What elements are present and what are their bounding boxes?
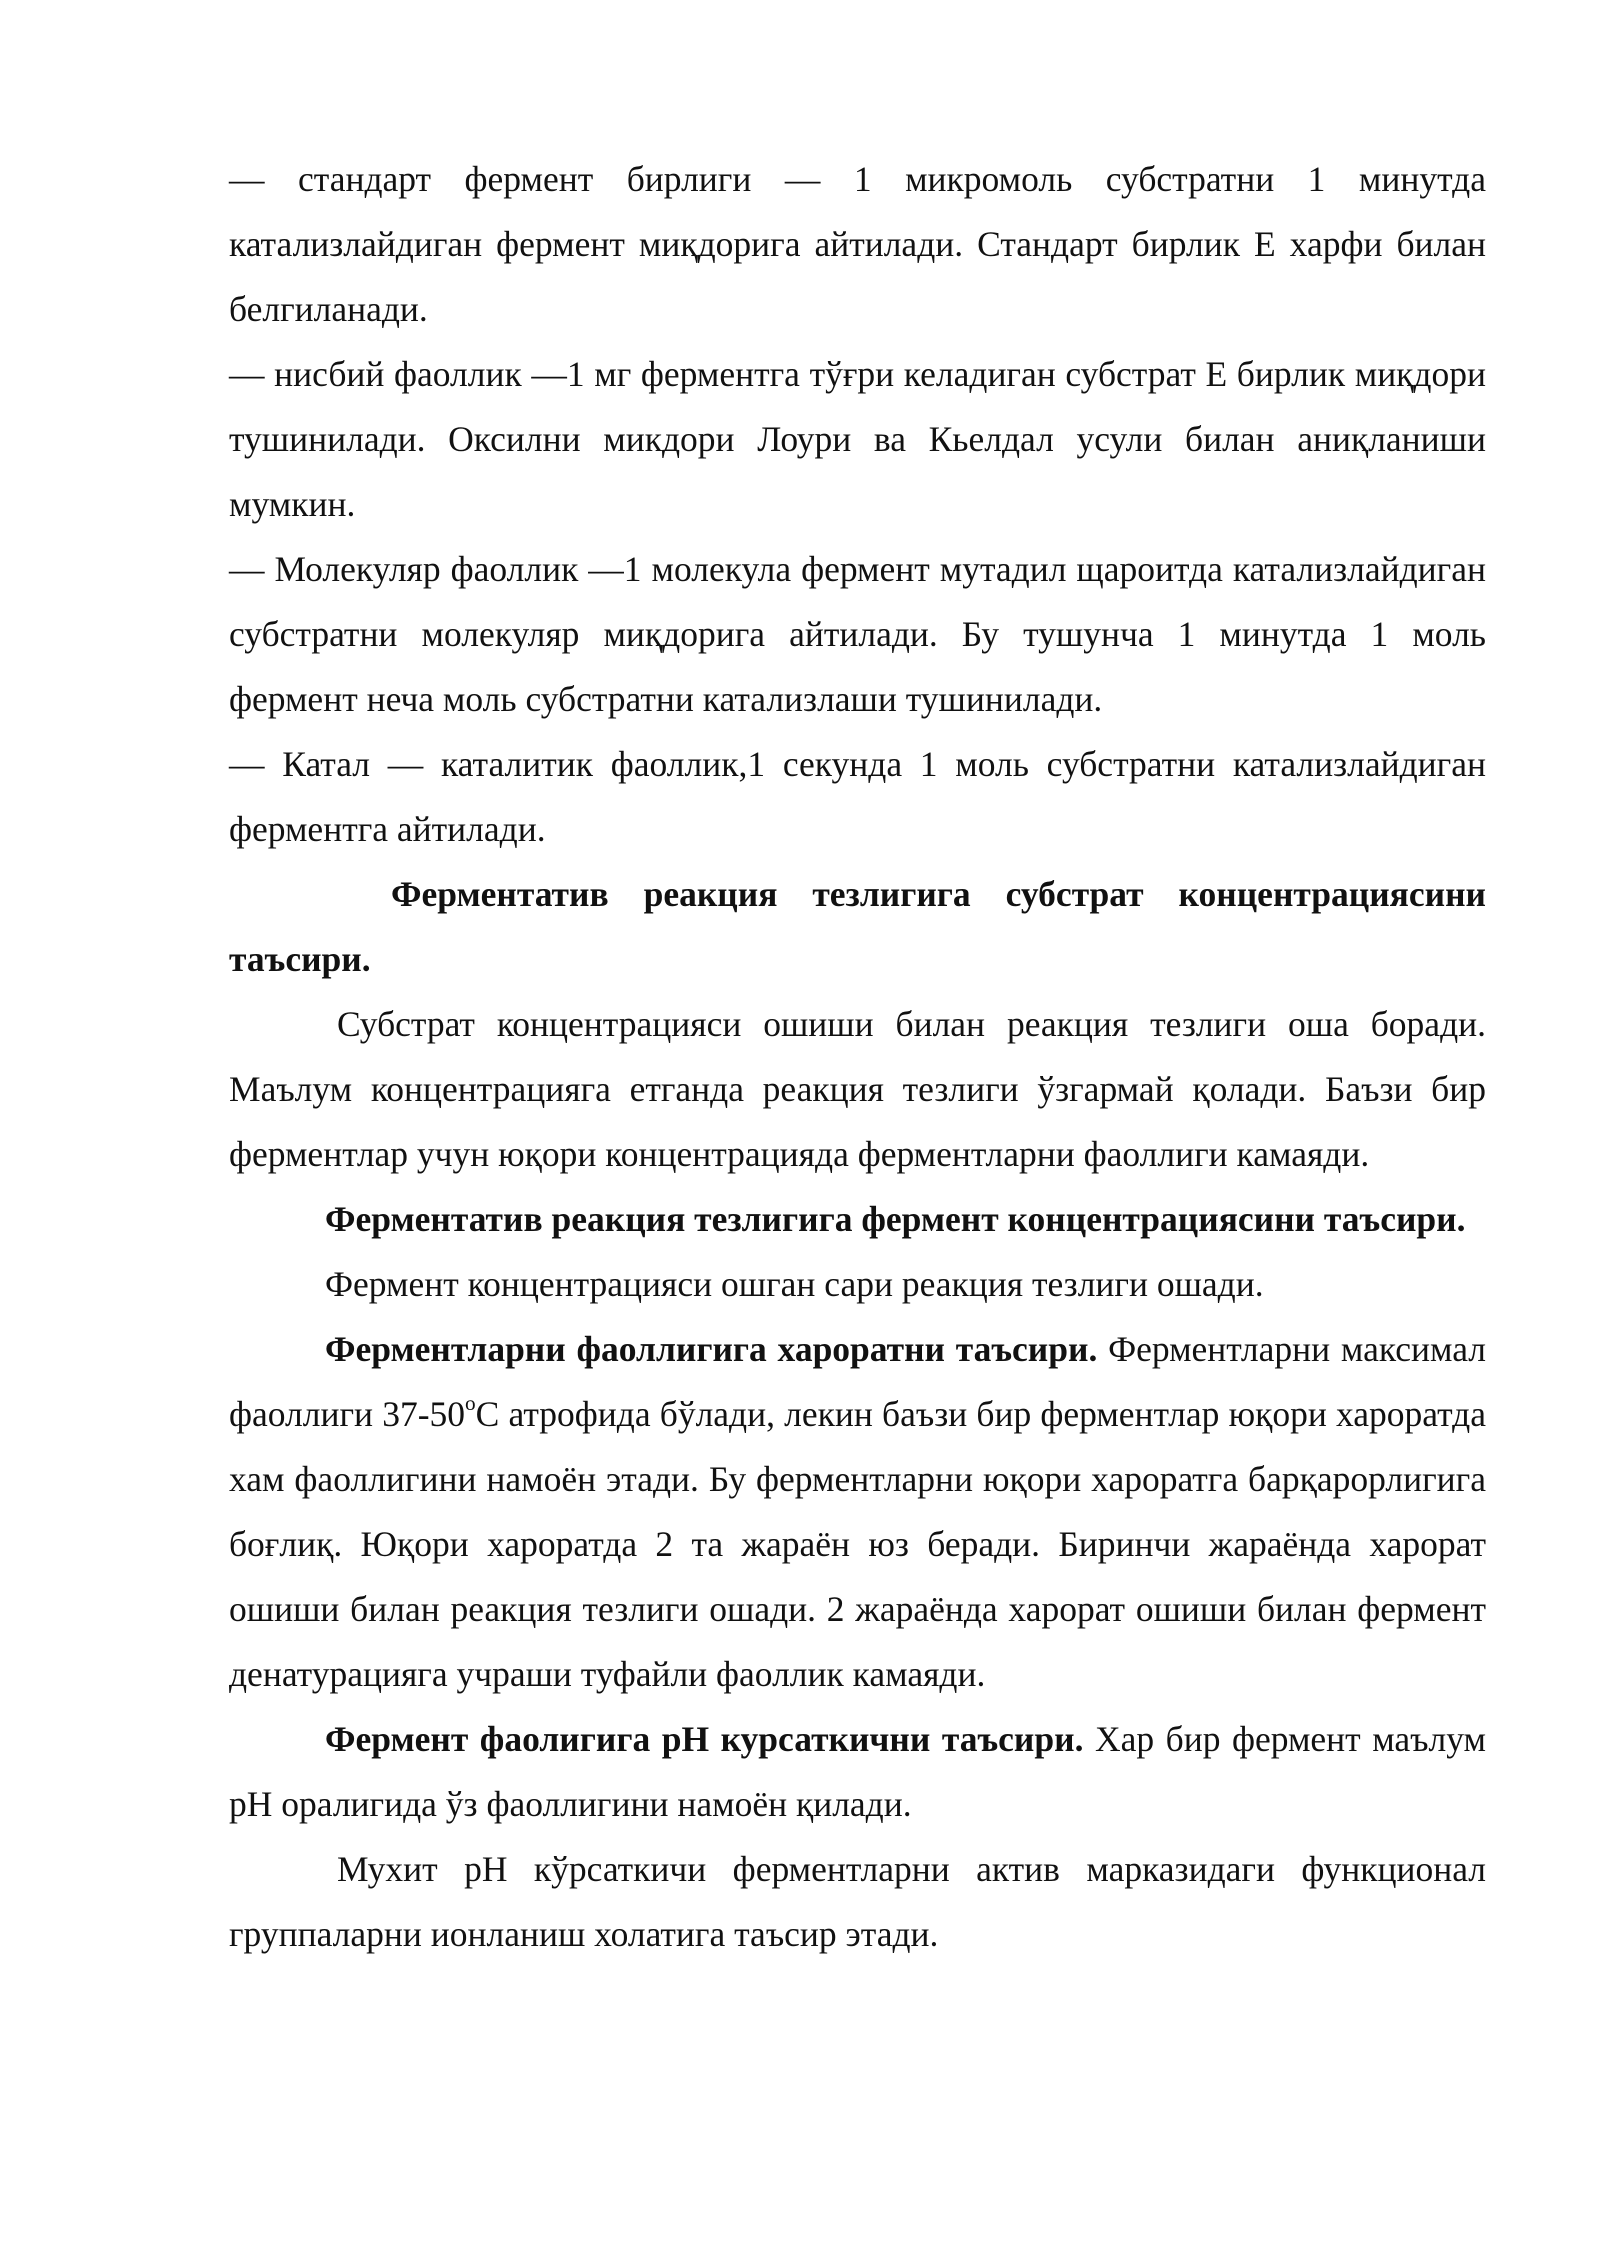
paragraph-substrate-concentration: Субстрат концентрацияси ошиши билан реакция тезлиги оша боради. Маълум концентрацияга етганда реакция тезлиги ўзгармай қолади. Баъзи бир ферментлар учун юқори концентрацияда ферментларни фаоллиги камаяди.	[229, 1004, 1486, 1174]
paragraph-katal: — Катал — каталитик фаоллик,1 секунда 1 моль субстратни катализлайдиган ферментга айтилади.	[229, 744, 1486, 849]
heading-enzyme-concentration: Ферментатив реакция тезлигига фермент концентрациясини таъсири.	[325, 1199, 1466, 1239]
heading-temperature: Ферментларни фаоллигига хароратни таъсири.	[325, 1329, 1098, 1369]
ph-text: Хар бир фермент маълум рН оралигида ўз фаоллигини намоён қилади.	[229, 1719, 1486, 1824]
heading-ph: Фермент фаолигига рН курсаткични таъсири.	[325, 1719, 1084, 1759]
degree-sign: о	[465, 1391, 476, 1416]
paragraph-medium-ph: Мухит рН кўрсаткичи ферментларни актив марказидаги функционал группаларни ионланиш холатига таъсир этади.	[229, 1849, 1486, 1954]
temperature-text-start: Ферментларни максимал фаоллиги 37-50	[229, 1329, 1487, 1434]
paragraph-enzyme-concentration: Фермент концентрацияси ошган сари реакция тезлиги ошади.	[325, 1264, 1264, 1304]
document-body	[229, 147, 1486, 1967]
paragraph-standard-unit: — стандарт фермент бирлиги — 1 микромоль субстратни 1 минутда катализлайдиган фермент миқдорига айтилади. Стандарт бирлик Е харфи билан белгиланади.	[229, 159, 1486, 329]
paragraph-ph	[229, 1707, 1486, 1837]
heading-substrate-concentration: Ферментатив реакция тезлигига субстрат концентрациясини таъсири.	[229, 874, 1486, 979]
temperature-text-end: С атрофида бўлади, лекин баъзи бир ферментлар юқори хароратда хам фаоллигини намоён этади. Бу ферментларни юқори хароратга барқарорлигига боғлиқ. Юқори хароратда 2 та жараён юз беради. Биринчи жараёнда харорат ошиши билан реакция тезлиги ошади. 2 жараёнда харорат ошиши билан фермент денатурацияга учраши туфайли фаоллик камаяди.	[229, 1394, 1486, 1694]
paragraph-molecular-activity: — Молекуляр фаоллик —1 молекула фермент мутадил щароитда катализлайдиган субстратни молекуляр миқдорига айтилади. Бу тушунча 1 минутда 1 моль фермент неча моль субстратни катализлаши тушинилади.	[229, 549, 1486, 719]
paragraph-temperature	[229, 1317, 1486, 1707]
paragraph-specific-activity: — нисбий фаоллик —1 мг ферментга тўғри келадиган субстрат Е бирлик миқдори тушинилади. Оксилни микдори Лоури ва Кьелдал усули билан аниқланиши мумкин.	[229, 354, 1486, 524]
